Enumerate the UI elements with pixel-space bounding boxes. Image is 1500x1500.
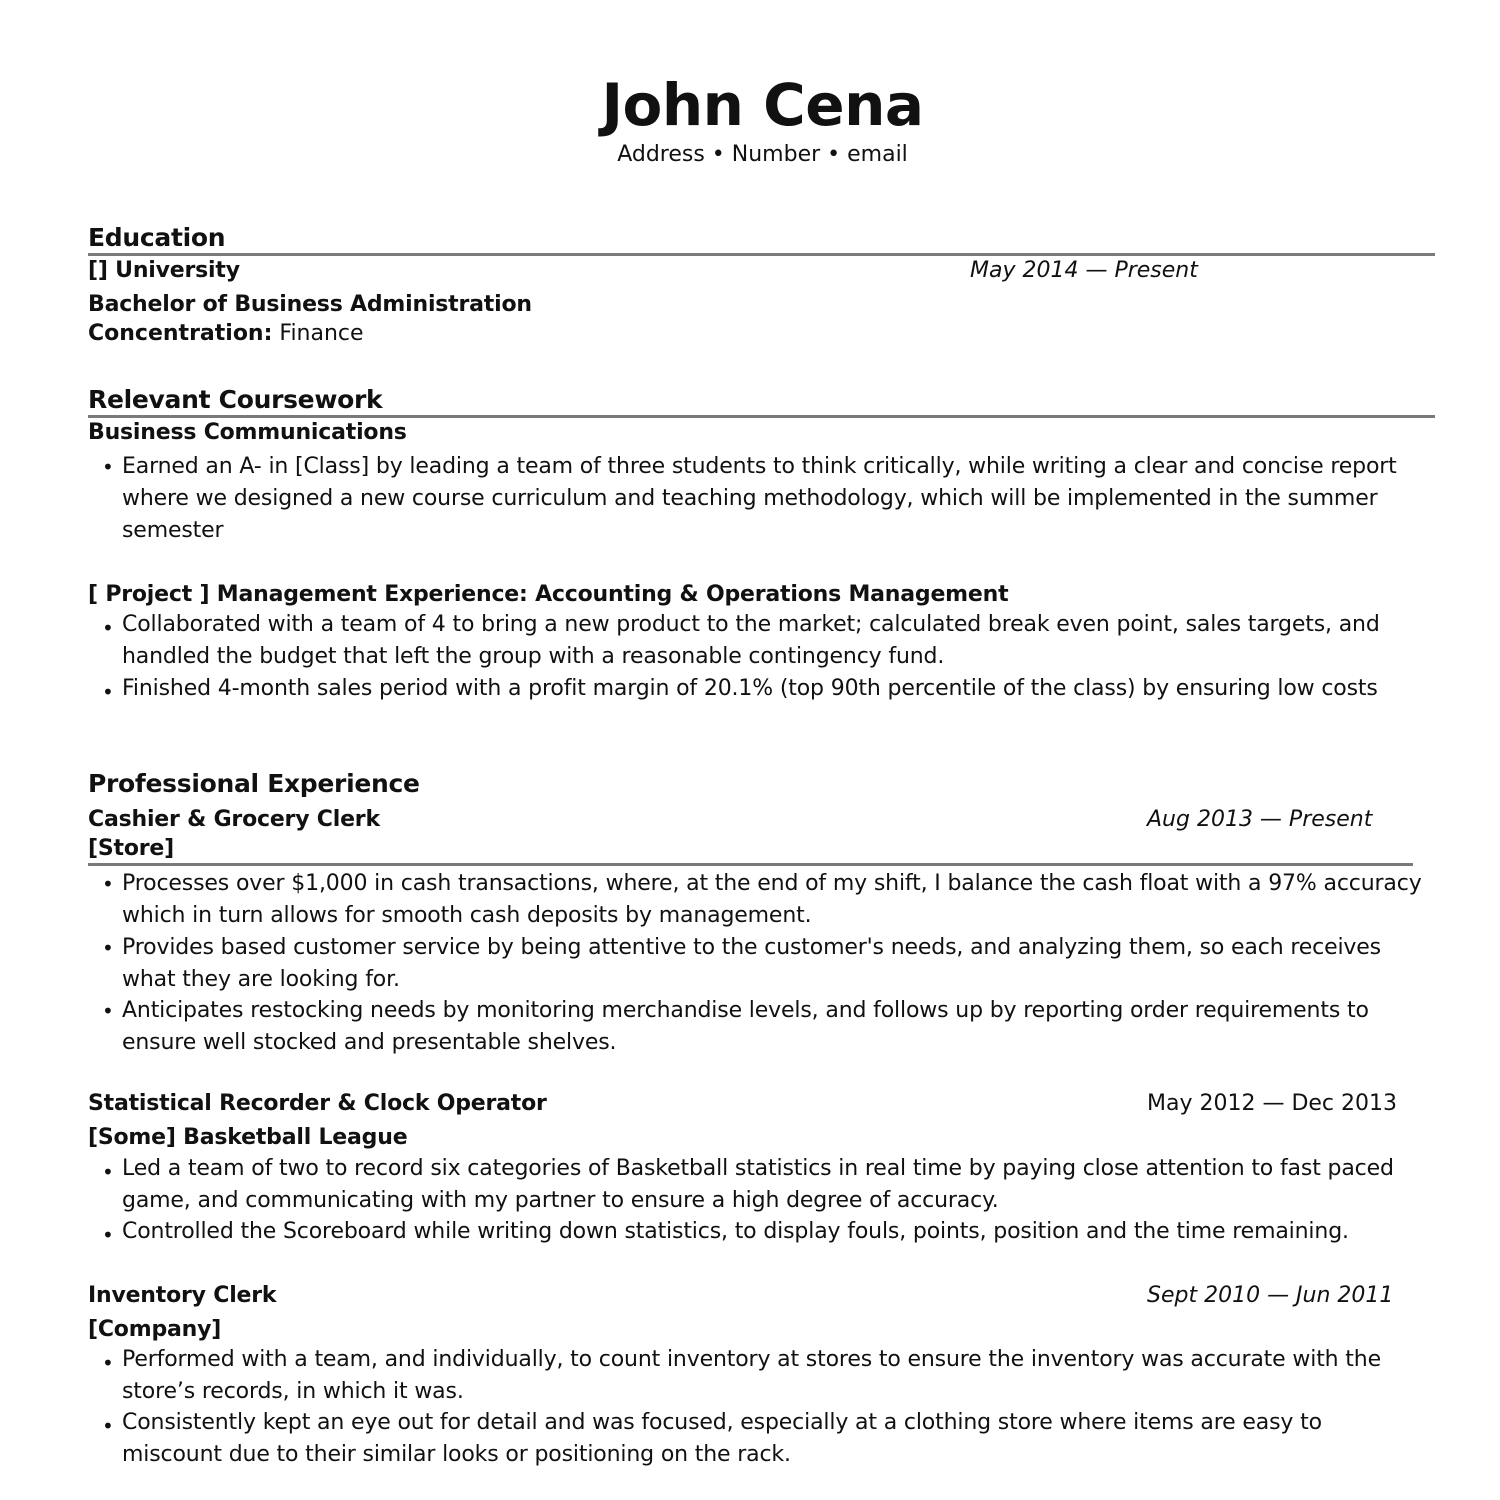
job-dates: May 2012 — Dec 2013 — [1147, 1091, 1398, 1116]
school-name: [] University — [88, 258, 240, 283]
degree: Bachelor of Business Administration — [88, 292, 532, 317]
section-divider — [88, 863, 1413, 866]
bullet-marker: • — [102, 616, 114, 640]
job-dates: Sept 2010 — Jun 2011 — [1147, 1283, 1394, 1308]
job-bullet: Provides based customer service by being attentive to the customer's needs, and analyzing them, so each receives what they are looking for. — [122, 935, 1381, 992]
bullet-marker: • — [102, 1351, 114, 1375]
contact-line: Address • Number • email — [617, 142, 908, 167]
job-org: [Some] Basketball League — [88, 1125, 408, 1150]
job-org: [Store] — [88, 836, 174, 861]
job-role: Inventory Clerk — [88, 1283, 277, 1308]
job-bullet: Consistently kept an eye out for detail and was focused, especially at a clothing store where items are easy to miscount due to their similar looks or positioning on the rack. — [122, 1410, 1322, 1467]
section-title-experience: Professional Experience — [88, 769, 420, 798]
job-bullet: Controlled the Scoreboard while writing down statistics, to display fouls, points, position and the time remaining. — [122, 1219, 1349, 1244]
bullet-marker: • — [102, 455, 114, 479]
bullet-marker: • — [102, 1160, 114, 1184]
bullet-marker: • — [102, 1414, 114, 1438]
concentration — [88, 319, 364, 349]
course-name: Business Communications — [88, 420, 407, 445]
bullet-marker: • — [102, 1223, 114, 1247]
section-title-coursework: Relevant Coursework — [88, 385, 383, 414]
job-bullet: Processes over $1,000 in cash transactions, where, at the end of my shift, I balance the cash float with a 97% accuracy which in turn allows for smooth cash deposits by management. — [122, 871, 1422, 928]
bullet-marker: • — [102, 936, 114, 960]
job-dates: Aug 2013 — Present — [1147, 807, 1373, 832]
course-bullet: Earned an A- in [Class] by leading a team of three students to think critically, while writing a clear and concise report where we designed a new course curriculum and teaching methodology, which will be implemented in the summer semester — [122, 454, 1397, 543]
course-bullet: Collaborated with a team of 4 to bring a new product to the market; calculated break even point, sales targets, and handled the budget that left the group with a reasonable contingency fund. — [122, 612, 1380, 669]
bullet-marker: • — [102, 680, 114, 704]
job-role: Statistical Recorder & Clock Operator — [88, 1091, 547, 1116]
job-bullet: Anticipates restocking needs by monitoring merchandise levels, and follows up by reporting order requirements to ensure well stocked and presentable shelves. — [122, 998, 1369, 1055]
bullet-marker: • — [102, 999, 114, 1023]
resume-name: John Cena — [601, 71, 924, 139]
section-title-education: Education — [88, 223, 226, 252]
concentration-value: Finance — [279, 321, 364, 346]
job-bullet: Led a team of two to record six categories of Basketball statistics in real time by paying close attention to fast paced game, and communicating with my partner to ensure a high degree of accuracy. — [122, 1156, 1394, 1213]
bullet-marker: • — [102, 872, 114, 896]
job-org: [Company] — [88, 1317, 222, 1342]
section-divider — [88, 253, 1435, 256]
job-bullet: Performed with a team, and individually, to count inventory at stores to ensure the inventory was accurate with the store’s records, in which it was. — [122, 1347, 1381, 1404]
concentration-label: Concentration: — [88, 321, 273, 346]
course-name: [ Project ] Management Experience: Accounting & Operations Management — [88, 582, 1009, 607]
job-role: Cashier & Grocery Clerk — [88, 807, 380, 832]
course-bullet: Finished 4-month sales period with a profit margin of 20.1% (top 90th percentile of the class) by ensuring low costs — [122, 676, 1378, 701]
education-dates: May 2014 — Present — [970, 258, 1198, 283]
